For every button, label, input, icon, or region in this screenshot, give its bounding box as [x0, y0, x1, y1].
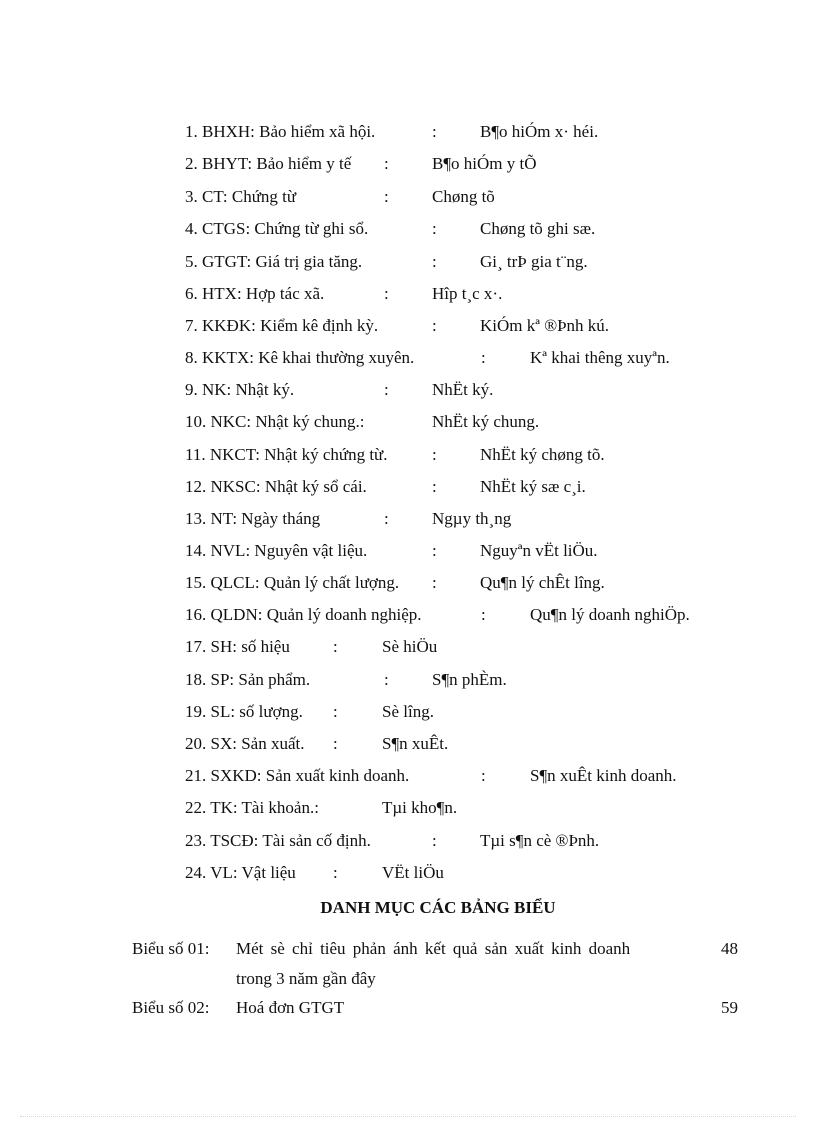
abbreviation-term: 4. CTGS: Chứng từ ghi sổ. [185, 219, 369, 238]
abbreviation-term: 10. NKC: Nhật ký chung.: [185, 412, 365, 431]
table-item-description: Mét sè chỉ tiêu phản ánh kết quả sản xuất kinh doanh [236, 939, 631, 958]
table-item-page-number: 48 [721, 939, 738, 958]
abbreviation-garbled: NhËt ký chøng tõ. [480, 445, 605, 464]
abbreviation-garbled: S¶n phÈm. [432, 670, 507, 689]
abbreviation-colon: : [432, 445, 437, 464]
abbreviation-term: 6. HTX: Hợp tác xã. [185, 284, 325, 303]
abbreviation-garbled: S¶n xuÊt. [382, 734, 449, 753]
table-list-heading: DANH MỤC CÁC BẢNG BIỂU [320, 898, 556, 917]
abbreviation-garbled: Nguyªn vËt liÖu. [480, 541, 598, 560]
abbreviation-term: 5. GTGT: Giá trị gia tăng. [185, 252, 363, 271]
page-footer-divider [20, 1116, 796, 1117]
abbreviation-term: 1. BHXH: Bảo hiểm xã hội. [185, 122, 376, 141]
abbreviation-term: 7. KKĐK: Kiểm kê định kỳ. [185, 316, 379, 335]
abbreviation-colon: : [333, 863, 338, 882]
abbreviation-garbled: VËt liÖu [382, 863, 444, 882]
abbreviation-colon: : [333, 702, 338, 721]
abbreviation-colon: : [384, 284, 389, 303]
abbreviation-colon: : [432, 122, 437, 141]
abbreviation-term: 22. TK: Tài khoản.: [185, 798, 319, 817]
abbreviation-term: 15. QLCL: Quản lý chất lượng. [185, 573, 400, 592]
abbreviation-colon: : [481, 766, 486, 785]
table-item-page-number: 59 [721, 998, 738, 1017]
abbreviation-colon: : [384, 380, 389, 399]
abbreviation-garbled: Hîp t¸c x·. [432, 284, 503, 303]
abbreviation-garbled: Chøng tõ ghi sæ. [480, 219, 596, 238]
abbreviation-term: 3. CT: Chứng từ [185, 187, 297, 206]
abbreviation-colon: : [481, 348, 486, 367]
abbreviation-term: 17. SH: số hiệu [185, 637, 290, 656]
abbreviation-colon: : [384, 154, 389, 173]
abbreviation-colon: : [432, 573, 437, 592]
abbreviation-term: 18. SP: Sản phẩm. [185, 670, 311, 689]
abbreviation-term: 24. VL: Vật liệu [185, 863, 296, 882]
abbreviation-term: 12. NKSC: Nhật ký sổ cái. [185, 477, 367, 496]
table-item-label: Biểu số 02: [132, 998, 210, 1017]
table-item-description-continued: trong 3 năm gần đây [236, 969, 376, 988]
abbreviation-colon: : [432, 252, 437, 271]
abbreviation-garbled: Sè hiÖu [382, 637, 438, 656]
abbreviation-term: 2. BHYT: Bảo hiểm y tế [185, 154, 352, 173]
abbreviation-garbled: B¶o hiÓm x· héi. [480, 122, 599, 141]
abbreviation-garbled: Gi¸ trÞ gia t¨ng. [480, 252, 588, 271]
abbreviation-term: 14. NVL: Nguyên vật liệu. [185, 541, 368, 560]
abbreviation-garbled: Tµi s¶n cè ®Þnh. [480, 831, 600, 850]
abbreviation-colon: : [432, 219, 437, 238]
abbreviation-colon: : [384, 670, 389, 689]
abbreviation-colon: : [384, 187, 389, 206]
abbreviation-garbled: NhËt ký chung. [432, 412, 540, 431]
abbreviation-term: 20. SX: Sản xuất. [185, 734, 305, 753]
abbreviation-colon: : [333, 734, 338, 753]
abbreviation-term: 11. NKCT: Nhật ký chứng từ. [185, 445, 388, 464]
abbreviation-garbled: B¶o hiÓm y tÕ [432, 154, 537, 173]
abbreviation-term: 13. NT: Ngày tháng [185, 509, 321, 528]
abbreviation-colon: : [333, 637, 338, 656]
abbreviation-garbled: Ngµy th¸ng [432, 509, 512, 528]
abbreviation-garbled: Sè lîng. [382, 702, 434, 721]
abbreviation-colon: : [432, 316, 437, 335]
abbreviation-garbled: Chøng tõ [432, 187, 495, 206]
abbreviation-garbled: Qu¶n lý doanh nghiÖp. [530, 605, 690, 624]
abbreviation-term: 8. KKTX: Kê khai thường xuyên. [185, 348, 415, 367]
abbreviation-garbled: NhËt ký sæ c¸i. [480, 477, 586, 496]
abbreviation-garbled: Qu¶n lý chÊt lîng. [480, 573, 605, 592]
abbreviation-term: 21. SXKD: Sản xuất kinh doanh. [185, 766, 410, 785]
abbreviation-colon: : [432, 541, 437, 560]
abbreviation-term: 9. NK: Nhật ký. [185, 380, 295, 399]
abbreviation-colon: : [432, 477, 437, 496]
abbreviation-term: 23. TSCĐ: Tài sản cố định. [185, 831, 371, 850]
abbreviation-garbled: S¶n xuÊt kinh doanh. [530, 766, 677, 785]
abbreviation-colon: : [481, 605, 486, 624]
abbreviation-term: 16. QLDN: Quản lý doanh nghiệp. [185, 605, 422, 624]
abbreviation-garbled: NhËt ký. [432, 380, 494, 399]
table-item-description: Hoá đơn GTGT [236, 998, 345, 1017]
table-item-label: Biểu số 01: [132, 939, 210, 958]
abbreviation-colon: : [432, 831, 437, 850]
abbreviation-garbled: Kª khai thêng xuyªn. [530, 348, 670, 367]
abbreviation-term: 19. SL: số lượng. [185, 702, 303, 721]
abbreviation-garbled: KiÓm kª ®Þnh kú. [480, 316, 610, 335]
abbreviation-garbled: Tµi kho¶n. [382, 798, 458, 817]
abbreviation-colon: : [384, 509, 389, 528]
